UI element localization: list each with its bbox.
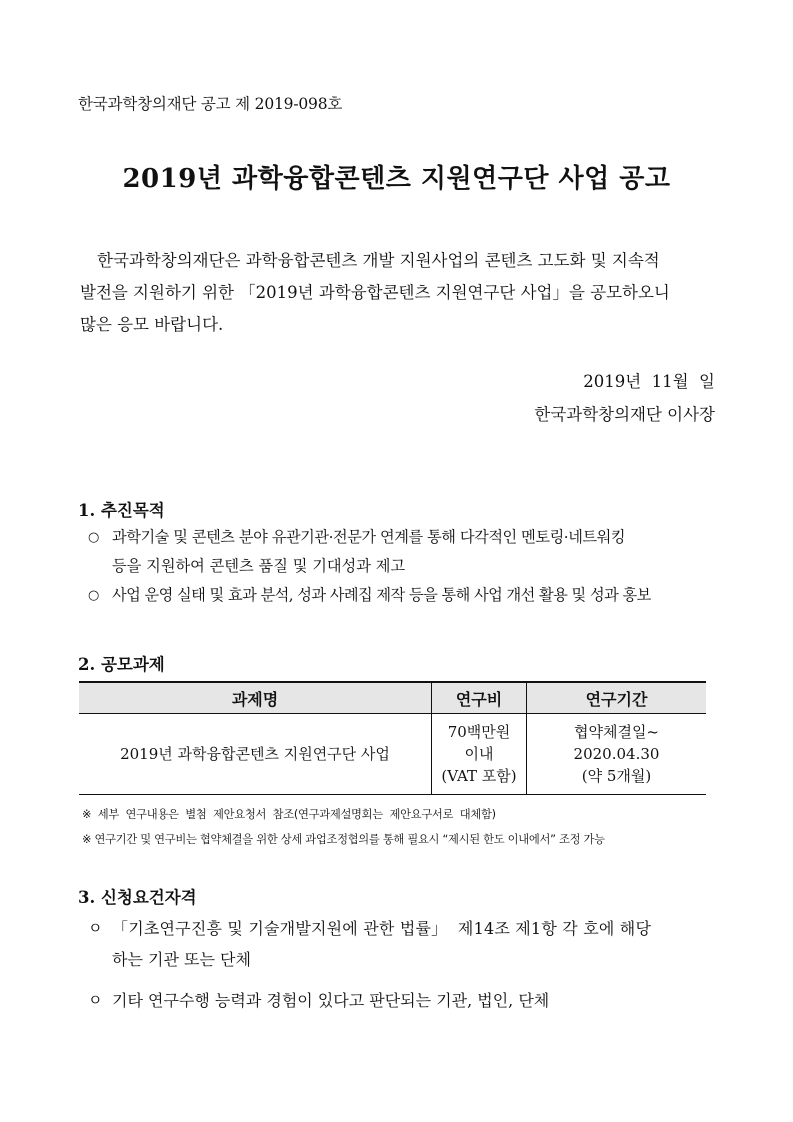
- signer-organization: 한국과학창의재단 이사장: [534, 405, 715, 424]
- section-1-title: 1. 추진목적: [78, 501, 165, 520]
- table-header-row: [79, 682, 706, 714]
- column-header-name: 과제명: [79, 682, 432, 714]
- bullet-icon: ㅇ: [88, 991, 103, 1009]
- list-item-text: [112, 523, 720, 581]
- list-item-line: 하는 기관 또는 단체: [112, 950, 251, 969]
- list-item: [88, 985, 720, 1016]
- section-1-list: [88, 523, 720, 610]
- document-title: 2019년 과학융합콘텐츠 지원연구단 사업 공고: [122, 164, 671, 194]
- list-item-text: [112, 913, 720, 975]
- section-3-list: [88, 913, 720, 1016]
- notice-number: 한국과학창의재단 공고 제 2019-098호: [78, 95, 343, 113]
- project-table: [79, 681, 706, 795]
- list-item-text: [112, 985, 720, 1016]
- intro-line: 발전을 지원하기 위한 「2019년 과학융합콘텐츠 지원연구단 사업」을 공모하오니: [80, 283, 670, 302]
- list-item: [88, 913, 720, 975]
- section-3-title: 3. 신청요건자격: [78, 888, 197, 907]
- intro-paragraph: [80, 245, 720, 341]
- period-line: 협약체결일~ 2020.04.30: [573, 723, 660, 763]
- table-row: [79, 714, 706, 795]
- list-item: [88, 581, 720, 610]
- list-item: [88, 523, 720, 581]
- column-header-period: 연구기간: [527, 682, 707, 714]
- bullet-icon: ○: [88, 588, 100, 603]
- cell-project-name: 2019년 과학융합콘텐츠 지원연구단 사업: [79, 714, 432, 795]
- cell-period: [527, 714, 707, 795]
- column-header-budget: 연구비: [432, 682, 527, 714]
- cell-budget: [432, 714, 527, 795]
- table-note: ※ 세부 연구내용은 별첨 제안요청서 참조(연구과제설명회는 제안요구서로 대체함): [82, 808, 496, 821]
- intro-line: 한국과학창의재단은 과학융합콘텐츠 개발 지원사업의 콘텐츠 고도화 및 지속적: [97, 251, 660, 270]
- list-item-line: 등을 지원하여 콘텐츠 품질 및 기대성과 제고: [112, 557, 406, 575]
- intro-line: 많은 응모 바랍니다.: [80, 315, 224, 334]
- bullet-icon: ㅇ: [88, 919, 103, 937]
- list-item-line: 「기초연구진흥 및 기술개발지원에 관한 법률」 제14조 제1항 각 호에 해당: [112, 919, 652, 938]
- list-item-line: 사업 운영 실태 및 효과 분석, 성과 사례집 제작 등을 통해 사업 개선 활용 및 성과 홍보: [112, 586, 651, 604]
- table-note: ※ 연구기간 및 연구비는 협약체결을 위한 상세 과업조정협의를 통해 필요시 “제시된 한도 이내에서” 조정 가능: [82, 833, 605, 846]
- budget-line: 70백만원: [447, 723, 511, 741]
- section-2-title: 2. 공모과제: [78, 655, 165, 674]
- list-item-line: 과학기술 및 콘텐츠 분야 유관기관·전문가 연계를 통해 다각적인 멘토링·네트워킹: [112, 528, 626, 546]
- period-line: (약 5개월): [581, 767, 652, 785]
- budget-line: (VAT 포함): [441, 767, 517, 785]
- notice-date: 2019년 11월 일: [583, 372, 715, 391]
- budget-line: 이내: [464, 745, 494, 763]
- list-item-text: [112, 581, 720, 610]
- bullet-icon: ○: [88, 530, 100, 545]
- list-item-line: 기타 연구수행 능력과 경험이 있다고 판단되는 기관, 법인, 단체: [112, 991, 550, 1010]
